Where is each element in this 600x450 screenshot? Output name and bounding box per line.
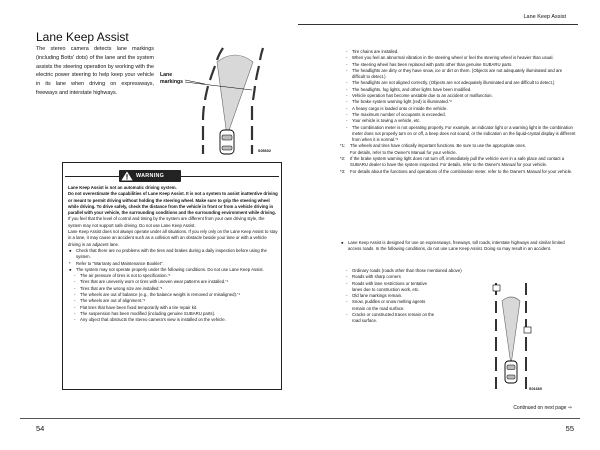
footnote: *3: For details about the functions and operations of the combination meter, refer to the Owner's Manual for your vehicle. (340, 168, 573, 174)
footnote: For details, refer to the Owner's Manual for your vehicle. (350, 149, 457, 155)
list-item: - The suspension has been modified (including genuine SUBARU parts). (74, 310, 216, 316)
list-item: - The headlights are dirty or they have snow, ice or dirt on them. (Objects are not adequately illuminated and are difficult to detect.) (346, 67, 563, 80)
list-item: - Cracks or constructed traces remain on the road surface. (346, 312, 435, 324)
list-item: - Any object that obstructs the stereo camera's view is installed on the vehicle. (74, 317, 226, 323)
sharp-curve-figure (444, 275, 548, 395)
footnote: *2: If the brake system warning light does not turn off, immediately pull the vehicle over in a safe place and contact a SUBARU dealer to have the system inspected. For details, refer to the Owner's Manual for your vehicle. (340, 156, 565, 168)
vehicle-icon (505, 361, 517, 383)
list-item: - Ordinary roads (roads other than those mentioned above) (346, 268, 462, 273)
warning-body (68, 185, 278, 324)
page-number-left: 54 (36, 424, 45, 433)
figure-code: S05602 (257, 149, 271, 153)
list-item: - The headlights, fog lights, and other lights have been modified. (346, 86, 472, 92)
list-item: - Tire chains are installed. (346, 49, 399, 54)
lane-markings-figure (157, 44, 279, 158)
list-item: - The wheels are out of balance (e.g., the balance weight is removed or misaligned).$^{*1}$ (74, 292, 241, 298)
list-item: - Snow, puddles or snow melting agents remain on the road surface. (346, 299, 426, 311)
footnote: *1: The wheels and tires have critically important functions. Be sure to use the appropriate ones. (340, 143, 527, 149)
list-item: - Your vehicle is towing a vehicle, etc. (346, 118, 421, 124)
figure-code: S01660 (528, 387, 542, 391)
continued-notice: Continued on next page ⇒ (513, 405, 572, 411)
list-item: - Roads with sharp corners (346, 274, 401, 280)
warning-reference: * Refer to "Warranty and Maintenance Booklet". (69, 260, 164, 266)
warning-triangle-icon (121, 171, 133, 181)
list-item: - Vehicle operation has become unstable due to an accident or malfunction. (346, 93, 493, 99)
list-item: - Tires that are the wrong size are installed.$^{*1}$ (74, 285, 163, 291)
list-item: - Flat tires that have been fixed temporarily with a tire repair kit. (74, 304, 198, 310)
warning-paragraph: Lane Keep Assist is not an automatic driving system. (68, 185, 177, 190)
list-item: - Old lane markings remain. (346, 293, 403, 299)
lane-diagram-illustration (157, 44, 279, 158)
lane-markings-label: Lane markings (160, 72, 184, 85)
list-item: - A heavy cargo is loaded onto or inside the vehicle. (346, 105, 448, 111)
curve-diagram-illustration (444, 275, 548, 395)
list-item: - The brake system warning light (red) is illuminated.$^{*2}$ (346, 99, 452, 105)
right-column-list (340, 49, 576, 175)
list-item: - The combination meter is not operating properly. For example, an indicator light or a warning light in the combination meter does not properly turn on or off, a beep does not sound, or the indication on the liquid-crystal display is different from when it is normal.$^{*3}$ (346, 124, 576, 143)
warning-header (63, 168, 281, 184)
header-rule (298, 24, 578, 25)
warning-paragraph: If you feel that the level of control and timing by the system are different from your own driving style, the system may not support safe driving. Do not use Lane Keep Assist. (68, 216, 265, 228)
warning-bullet: ● The system may not operate properly under the following conditions. Do not use Lane Keep Assist. (69, 266, 264, 272)
list-item: - Roads with lane restrictions or tentative lanes due to construction work, etc. (346, 280, 427, 292)
page-number-right: 55 (565, 424, 574, 433)
intro-paragraph: The stereo camera detects lane markings (including Botts' dots) of the lane and the system assists the steering operation by working with the electric power steering to help keep your vehicle in its lane when driving on expressways, freeways and interstate highways. (36, 46, 154, 96)
warning-paragraph: Do not overestimate the capabilities of Lane Keep Assist. It is not a system to assist inattentive driving or meant to permit driving without holding the steering wheel. Make sure to grip the steering wheel while driving. To drive safely, check the distance from the vehicle in front or from a vehicle driving in parallel with your vehicle, the surrounding conditions and the surrounding environment while driving. (68, 191, 278, 216)
list-item: - Tires that are unevenly worn or tires with uneven wear patterns are installed.$^{*1}$ (74, 279, 229, 285)
warning-bullet: ● Check that there are no problems with the tires and brakes during a daily inspection before using the system. (69, 247, 267, 260)
running-header: Lane Keep Assist (523, 14, 566, 20)
list-item: - The headlights are not aligned correctly. (Objects are not adequately illuminated and are difficult to detect.) (346, 80, 555, 86)
list-item: - The wheels are out of alignment.$^{*1}$ (74, 298, 146, 304)
conditions-bullet: ● Lane Keep Assist is designed for use on expressways, freeways, toll roads, interstate highways and similar limited access roads. In the following conditions, do not use Lane Keep Assist. Doing so may result in an accident. (341, 240, 565, 252)
list-item: - When you feel an abnormal vibration in the steering wheel or feel the steering wheel is heavier than usual. (346, 55, 554, 61)
warning-label: WARNING (136, 173, 165, 179)
warning-badge (119, 170, 181, 182)
page-title: Lane Keep Assist (36, 30, 129, 44)
warning-paragraph: Lane Keep Assist does not always operate under all situations. If you rely only on the Lane Keep Assist to stay in a lane, it may cause an accident such as a collision with an obstacle beside your lane or with a vehicle driving in an adjacent lane. (68, 229, 278, 247)
footer-rule (20, 418, 580, 419)
warning-box (62, 162, 282, 390)
list-item: - The air pressure of tires is not to specification.$^{*1}$ (74, 273, 171, 279)
list-item: - The steering wheel has been replaced with parts other than genuine SUBARU parts. (346, 61, 513, 67)
list-item: - The maximum number of occupants is exceeded. (346, 111, 446, 117)
vehicle-icon (220, 130, 234, 154)
usage-conditions-bullet (340, 240, 576, 253)
